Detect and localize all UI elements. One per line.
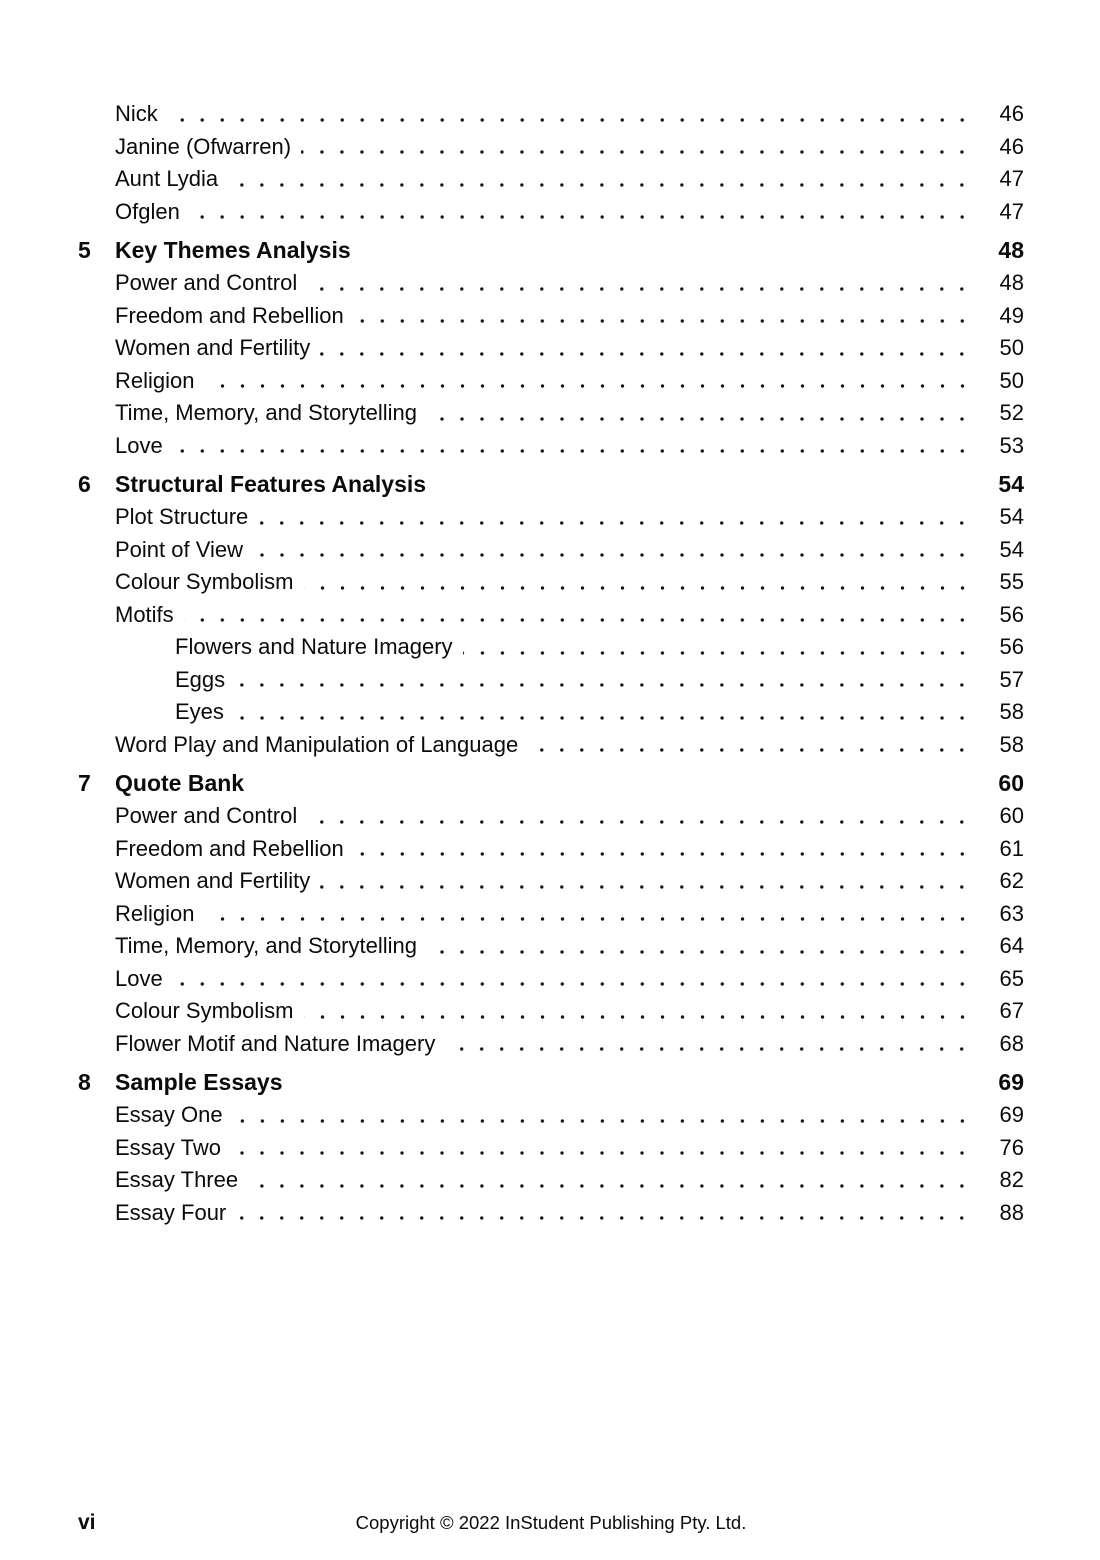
toc-entry-page-number: 50	[999, 367, 1024, 393]
toc-entry-row[interactable]	[115, 501, 1024, 534]
dot-leader	[258, 501, 972, 534]
toc-entry-label: Religion	[115, 900, 195, 926]
toc-entry-row[interactable]	[115, 599, 1024, 632]
dot-leader	[236, 1197, 972, 1230]
toc-entry-page-number: 58	[999, 731, 1024, 757]
toc-entry-label: Women and Fertility	[115, 868, 311, 893]
toc-entry-row[interactable]	[115, 1197, 1024, 1230]
toc-entry-label: Freedom and Rebellion	[115, 302, 344, 328]
toc-chapter-page-number: 48	[998, 237, 1024, 263]
toc-entry-page-number: 55	[999, 569, 1024, 594]
toc-entry-label: Word Play and Manipulation of Language	[115, 731, 519, 757]
toc-entry-page-number: 50	[999, 335, 1024, 360]
toc-entry-label: Point of View	[115, 536, 244, 562]
dot-leader	[173, 963, 972, 996]
toc-entry-label: Love	[115, 965, 163, 991]
toc-entry-page-number: 53	[999, 432, 1024, 458]
toc-entry-page-number: 64	[999, 933, 1024, 958]
toc-entry-label: Colour Symbolism	[115, 569, 294, 594]
dot-leader	[427, 930, 972, 963]
toc-entry-label: Power and Control	[115, 803, 298, 828]
toc-entry-page-number: 54	[999, 536, 1024, 562]
toc-chapter-row[interactable]	[78, 234, 1024, 267]
toc-entry-row[interactable]	[115, 930, 1024, 963]
toc-entry-row[interactable]	[115, 430, 1024, 463]
toc-entry-page-number: 49	[999, 302, 1024, 328]
toc-entry-label: Love	[115, 432, 163, 458]
dot-leader	[307, 800, 972, 833]
toc-chapter-title: Structural Features Analysis	[115, 471, 427, 497]
dot-leader	[205, 365, 973, 398]
dot-leader	[228, 163, 972, 196]
dot-leader	[173, 430, 972, 463]
toc-entry-label: Nick	[115, 101, 158, 126]
dot-leader	[354, 833, 972, 866]
toc-entry-label: Flower Motif and Nature Imagery	[115, 1030, 436, 1056]
toc-entry-page-number: 47	[999, 198, 1024, 224]
toc-chapter-number: 7	[78, 770, 91, 796]
toc-entry-page-number: 47	[999, 166, 1024, 191]
toc-entry-row[interactable]	[115, 729, 1024, 762]
toc-entry-row[interactable]	[115, 566, 1024, 599]
dot-leader	[463, 631, 972, 664]
toc-entry-page-number: 63	[999, 900, 1024, 926]
toc-entry-label: Colour Symbolism	[115, 998, 294, 1023]
dot-leader	[528, 729, 972, 762]
toc-entry-row[interactable]	[115, 300, 1024, 333]
toc-chapter-title: Key Themes Analysis	[115, 237, 351, 263]
dot-leader	[248, 1164, 972, 1197]
toc-entry-row[interactable]	[115, 267, 1024, 300]
toc-entry-row[interactable]	[115, 963, 1024, 996]
toc-entry-page-number: 62	[999, 868, 1024, 893]
toc-chapter-title: Quote Bank	[115, 770, 245, 796]
toc-chapter-row[interactable]	[78, 1066, 1024, 1099]
toc-entry-page-number: 88	[999, 1199, 1024, 1225]
toc-entry-label: Essay Two	[115, 1134, 221, 1160]
dot-leader	[301, 131, 972, 164]
dot-leader	[320, 332, 972, 365]
toc-entry-row[interactable]	[115, 365, 1024, 398]
toc-entry-row[interactable]	[115, 1164, 1024, 1197]
toc-entry-row[interactable]	[115, 995, 1024, 1028]
toc-entry-row[interactable]	[115, 131, 1024, 164]
toc-entry-page-number: 58	[999, 699, 1024, 724]
dot-leader	[231, 1132, 972, 1165]
copyright-text: Copyright © 2022 InStudent Publishing Pty. Ltd.	[355, 1512, 747, 1533]
toc-entry-page-number: 68	[999, 1030, 1024, 1056]
toc-entry-page-number: 67	[999, 998, 1024, 1023]
toc-entry-label: Plot Structure	[115, 504, 249, 529]
dot-leader	[190, 196, 972, 229]
toc-entry-page-number: 82	[999, 1167, 1024, 1192]
toc-entry-row[interactable]	[115, 163, 1024, 196]
toc-entry-page-number: 46	[999, 133, 1024, 159]
toc-chapter-row[interactable]	[78, 767, 1024, 800]
folio-page-label: vi	[78, 1511, 96, 1534]
toc-entry-label: Janine (Ofwarren)	[115, 133, 292, 159]
dot-leader	[427, 397, 972, 430]
toc-entry-page-number: 56	[999, 634, 1024, 659]
dot-leader	[168, 98, 972, 131]
toc-entry-page-number: 60	[999, 803, 1024, 828]
toc-chapter-number: 6	[78, 471, 91, 497]
toc-entry-row[interactable]	[115, 332, 1024, 365]
dot-leader	[320, 865, 972, 898]
toc-entry-page-number: 48	[999, 270, 1024, 295]
toc-entry-page-number: 54	[999, 504, 1024, 529]
toc-chapter-title: Sample Essays	[115, 1069, 283, 1095]
toc-entry-row[interactable]	[115, 196, 1024, 229]
toc-entry-label: Eggs	[175, 666, 226, 692]
toc-entry-page-number: 52	[999, 400, 1024, 425]
toc-chapter-page-number: 60	[998, 770, 1024, 796]
toc-entry-row[interactable]	[115, 98, 1024, 131]
toc-entry-row[interactable]	[175, 631, 1024, 664]
toc-entry-label: Freedom and Rebellion	[115, 835, 344, 861]
toc-entry-row[interactable]	[115, 1099, 1024, 1132]
toc-entry-label: Motifs	[115, 601, 174, 627]
toc-entry-page-number: 56	[999, 601, 1024, 627]
toc-entry-row[interactable]	[115, 833, 1024, 866]
toc-entry-label: Flowers and Nature Imagery	[175, 634, 453, 659]
dot-leader	[304, 995, 973, 1028]
toc-entry-row[interactable]	[115, 397, 1024, 430]
toc-entry-label: Essay One	[115, 1102, 223, 1127]
toc-entry-label: Eyes	[175, 699, 224, 724]
toc-entry-label: Power and Control	[115, 270, 298, 295]
dot-leader	[445, 1028, 972, 1061]
toc-entry-label: Essay Three	[115, 1167, 239, 1192]
toc-chapter-number: 5	[78, 237, 91, 263]
toc-entry-row[interactable]	[115, 1028, 1024, 1061]
toc-entry-row[interactable]	[175, 664, 1024, 697]
toc-entry-page-number: 69	[999, 1102, 1024, 1127]
toc-entry-row[interactable]	[115, 800, 1024, 833]
toc-entry-label: Women and Fertility	[115, 335, 311, 360]
dot-leader	[234, 696, 972, 729]
toc-entry-page-number: 46	[999, 101, 1024, 126]
toc-chapter-page-number: 54	[998, 471, 1024, 497]
dot-leader	[304, 566, 973, 599]
dot-leader	[235, 664, 972, 697]
toc-entry-label: Religion	[115, 367, 195, 393]
toc-chapter-number: 8	[78, 1069, 91, 1095]
toc-entry-row[interactable]	[175, 696, 1024, 729]
toc-entry-row[interactable]	[115, 898, 1024, 931]
toc-entry-label: Ofglen	[115, 198, 180, 224]
toc-entry-page-number: 57	[999, 666, 1024, 692]
page-footer	[78, 1506, 1024, 1539]
toc-entry-page-number: 61	[999, 835, 1024, 861]
toc-entry-page-number: 65	[999, 965, 1024, 991]
toc-chapter-page-number: 69	[998, 1069, 1024, 1095]
toc-entry-row[interactable]	[115, 1132, 1024, 1165]
toc-entry-label: Essay Four	[115, 1199, 227, 1225]
dot-leader	[184, 599, 972, 632]
toc-entry-row[interactable]	[115, 534, 1024, 567]
dot-leader	[233, 1099, 972, 1132]
toc-entry-label: Time, Memory, and Storytelling	[115, 933, 417, 958]
dot-leader	[253, 534, 972, 567]
toc-entry-label: Aunt Lydia	[115, 166, 219, 191]
toc-chapter-row[interactable]	[78, 468, 1024, 501]
toc-entry-row[interactable]	[115, 865, 1024, 898]
table-of-contents	[78, 98, 1024, 1229]
dot-leader	[354, 300, 972, 333]
toc-entry-page-number: 76	[999, 1134, 1024, 1160]
dot-leader	[307, 267, 972, 300]
dot-leader	[205, 898, 973, 931]
toc-entry-label: Time, Memory, and Storytelling	[115, 400, 417, 425]
